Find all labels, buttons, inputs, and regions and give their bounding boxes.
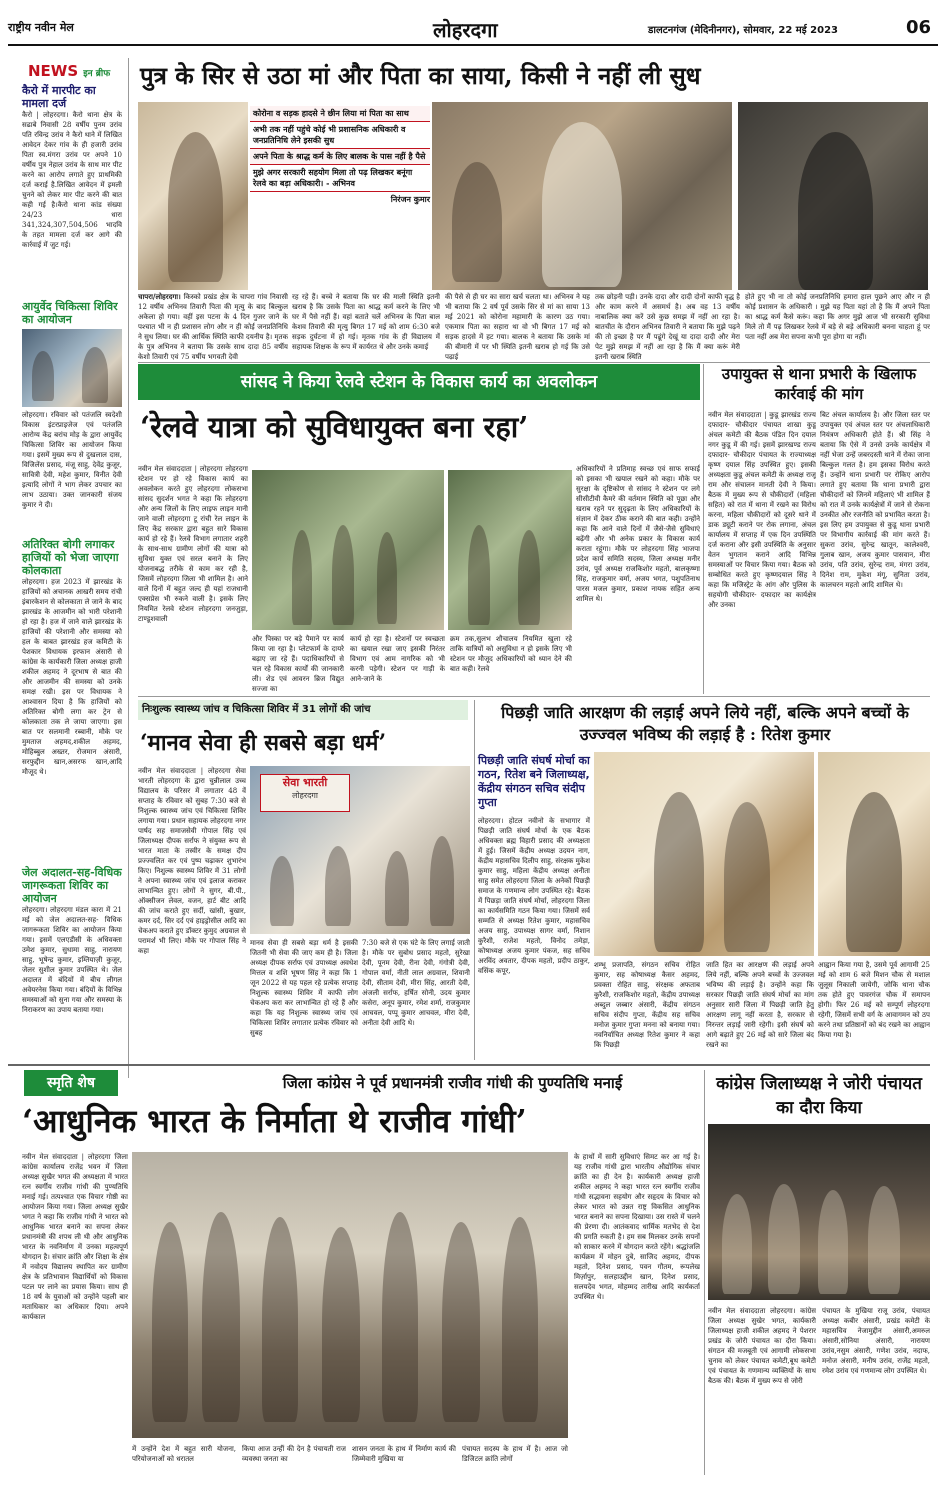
lead-quote: मुझे अगर सरकारी सहयोग मिला तो पढ़ लिखकर बनूंगा रेलवे का बड़ा अधिकारी। - अभिनव (250, 165, 430, 192)
rajiv-col4: शासन जनता के हाथ में निर्माण कार्य की जिम्मेवारी मुखिया या (352, 1445, 456, 1463)
health-banner: निःशुल्क स्वास्थ्य जांच व चिकित्सा शिविर में 31 लोगों की जांच (138, 700, 468, 720)
lead-col2: रह रहे हैं। बच्चे ने बताया कि घर की माली स्थिति इतनी खराब है कि उसके पिता का श्राद्ध कर्म करने के लिए भी घर में पैसे नहीं हैं। वहां बताते चलें अभिनव के पिता बाल केशव तिवारी की मृत्यु बिगत 17 मई को शाम 6:30 बजे सड़क दुर्घटना में हो गई। मृतक गांव के ही विद्यालय में सहायक शिक्षक के रूप में कार्यरत थे और उनके कमाई (292, 293, 440, 351)
ritesh-headline: पिछड़ी जाति आरक्षण की लड़ाई अपने लिये नहीं, बल्कि अपने बच्चों के उज्ज्वल भविष्य की लड़ाई है : रितेश कुमार (501, 703, 909, 744)
lead-quote: कोरोना व सड़क हादसे ने छीन लिया मां पिता का साथ (250, 106, 430, 122)
rajiv-col1: नवीन मेल संवाददाता | लोहरदगा जिला कांग्रेस कार्यालय राजेंद्र भवन में जिला अध्यक्ष सुखैर भगत की अध्यक्षता में भारत रत्न स्वर्गीय राजीव गांधी की पुण्यतिथि मनाई गई। तत्पश्चात एक विचार गोष्ठी का आयोजन किया गया। जिला अध्यक्ष सुखैर भगत ने कहा कि राजीव गांधी ने भारत को आधुनिक भारत बनाने का सपना लेकर प्रधानमंत्री की शपथ ली थी और आधुनिक भारत के नवनिर्माण में उनका महत्वपूर्ण योगदान है। संचार क्रांति और शिक्षा के क्षेत्र में नवोदय विद्यालय स्थापित कर ग्रामीण क्षेत्र के प्रतिभावान विद्यार्थियों को विकास पटल पर लाने का प्रयास किया। साथ ही 18 वर्ष के युवाओं को उन्होंने पहली बार मताधिकार का अधिकार दिया। अपने कार्यकाल (22, 1153, 128, 1321)
health-col2: मानव सेवा ही सबसे बड़ा धर्म है इसकी जितनी भी सेवा की जाए कम ही है। जिला अध्यक्ष दीपक सर्राफ एवं उपाध्यक्ष अवधेश मित्तल व शशि भूषण सिंह ने कहा कि 1 जून 2022 से यह पहल रहे प्रत्येक सप्ताह निशुल्क स्वास्थ्य शिविर में काफी लोग चेकअप करा कर लाभान्वित हो रहे हैं और कहा कि यह निशुल्क स्वास्थ्य जांच एवं चिकित्सा शिविर लगातार प्रत्येक रविवार को सुबह (250, 939, 358, 1037)
ritesh-photo-2 (818, 752, 930, 956)
brief-item-title: कैरो में मारपीट का मामला दर्ज (22, 84, 96, 110)
lead-col4: तक छोड़नी पड़ी। उनके दादा और दादी दोनों काफी वृद्ध है और काम करने में असमर्थ है। अब वह 13 वर्षीय नाबालिक क्या करें उसे कुछ समझ में नहीं आ रहा है। बातचीत के दौरान अभिनव तिवारी ने बताया कि मुझे पढ़ने की तो इच्छा है पर मैं पढूंगे देखूं या दादा दादी और मेरा पेट मुझे समझ में नहीं आ रहा है कि मैं क्या करूं मेरी इतनी खराब स्थिति (595, 293, 740, 360)
masthead-rule (8, 44, 938, 46)
masthead-logo: राष्ट्रीय नवीन मेल (8, 21, 74, 34)
brief-item-3 (22, 538, 122, 889)
masthead (8, 16, 938, 44)
rajiv-jori-divider (704, 1070, 705, 1475)
brief-item-title: अतिरिक्त बोगी लगाकर हाजियों को भेजा जाएगा कोलकाता (22, 538, 119, 577)
jori-headline: कांग्रेस जिलाध्यक्ष ने जोरी पंचायत का दौरा किया (716, 1074, 922, 1118)
brief-item-text: कैरो | लोहरदगा। कैरो थाना क्षेत्र के सढाबे निवासी 28 वर्षीय पुनम उरांव पति रविन्द्र उरांव ने कैरो थाने में लिखित आवेदन देकर गांव के ही हजारी उरांव पिता स्व.मंगरा उरांव पर अपने 10 वर्षीय पुत्र नेहाल उरांव के साथ मार पीट करने का आरोप लगाते हुए प्राथमिकी दर्ज कराई है.लिखित आवेदन में इमली चुनने को लेकर मार पीट करने की बात कही गई है।कैरो थाना कांड संख्या 24/23 धारा 341,324,307,504,506 भादवि के तहत मामला दर्ज कर आगे की कार्रवाई में जुट गई। (22, 111, 122, 249)
health-photo (250, 766, 470, 934)
railway-photo-1 (252, 470, 444, 630)
railway-col3: कार्य हो रहा है। स्टेशनों पर स्वच्छता का खयाल रखा जाए इसकी निरंतर विभाग एवं आम नागरिक को भी करनी पड़ेगी। स्टेशन पर गाड़ी के आने-जाने के (350, 635, 445, 683)
demand-col2: बिट अंचल कार्यालय है। और जिला स्तर पर उपायुक्त एवं अंचल स्तर पर अंचलाधिकारी नियंत्रण अधिकारी होते हैं। श्री सिंह ने बताया कि ऐसे में उनसे उनके कार्यक्षेत्र में नहीं भेजा उन्हें जबरदस्ती थाने में रोका जाना बिल्कुल गलत है। हम इसका विरोध करते हैं। उन्होंने थाना प्रभारी पर रोकिए आरोप लगाते हुए बताया कि थाना प्रभारी द्वारा चौकीदारों को जिनमें महिलाएं भी शामिल हैं को रात में उनके कार्यक्षेत्रों में जाने से रोकना उनकीत और रजनीति को प्रभावित करता है। इस लिए हम उपायुक्त से कुडू थाना प्रभारी पर विभागीय कार्रवाई की मांग करते हैं। सुकरा उरांव, सुरेन्द्र खातून, कालेश्वरी, गुलाब खान, अजय कुमार पासवान, मीरा उरांव, पति उरांव, सुरेन्द्र राम, मंगरा उरांव, दिनेश राम, मुकेश मंगू, सुनिता उरांव, कालचरन महतो आदि शामिल थे। (820, 411, 930, 589)
ritesh-intro: पिछड़ी जाति संघर्ष मोर्चा का गठन, रितेश बने जिलाध्यक्ष, केंद्रीय संगठन सचिव संदीप गुप्ता (478, 754, 590, 809)
railway-col4: क्रम तक,सुलभ शौचालय नियमित खुला रहे ताकि यात्रियों को असुविधा न हो इसके लिए भी स्टेशन पर मौजूद अधिकारियों को ध्यान देने की बात कही। रेलवे (450, 635, 572, 673)
rajiv-photo (132, 1152, 568, 1438)
lead-col1: किस्को प्रखंड क्षेत्र के चापरा गांव निवासी 12 वर्षीय अभिनव तिवारी पिता की मृत्यु के बाद बिल्कुल अकेला हो गया। वहीं इस पटना के 4 दिन गुजर जाने के पश्चात भी न ही प्रशासन लोग और न ही कोई जनप्रतिनिधि ने सुध लिया। घर की आर्थिक स्थिति काफी दयनीय है। मृतक के पुत्र अभिनव ने बताया कि उसके साथ दादा 85 वर्षीय केशो तिवारी एवं 75 वर्षीय भगवती देवी (138, 293, 288, 360)
rajiv-banner: जिला कांग्रेस ने पूर्व प्रधानमंत्री राजीव गांधी की पुण्यतिथि मनाई (282, 1074, 623, 1092)
lead-dateline: चापरा/लोहरदगा। (138, 292, 181, 301)
brief-divider (128, 58, 129, 1078)
lead-photo-boy (738, 102, 928, 290)
lead-photo-grandmother (138, 102, 248, 290)
news-brief-label (28, 61, 128, 81)
rajiv-tag: स्मृति शेष (24, 1070, 118, 1096)
lead-quote: अभी तक नहीं पहुंचे कोई भी प्रशासनिक अधिकारी व जनप्रतिनिधि लेने इसकी सुध (250, 122, 430, 149)
lead-photo-grandparents (432, 102, 732, 290)
ritesh-col2: शम्भू प्रजापति, संगठन सचिव रोहित कुमार, सह कोषाध्यक्ष कैसर अहमद, प्रवक्ता रोहित साहु, संरक्षक अफताब कुरैशी, राजकिशोर महतो, केंद्रीय उपाध्यक्ष अब्दुल जब्बार अंसारी, केंद्रीय संगठन सचिव संदीप गुप्ता, केंद्रीय सह सचिव मनोज कुमार गुप्ता मनना को बनाया गया। नवनिर्वाचित अध्यक्ष रितेश कुमार ने कहा कि पिछड़ी (594, 961, 700, 1049)
health-col1: नवीन मेल संवाददाता | लोहरदगा सेवा भारती लोहरदगा के द्वारा चुन्नीलाल उच्च विद्यालय के परिसर में लगातार 48 वें सप्ताह के रविवार को सुबह 7:30 बजे से निशुल्क स्वास्थ्य जांच एवं चिकित्सा शिविर लगाया गया। प्रधान सहायक लोहरदगा नगर पार्षद सह समाजसेवी गोपाल सिंह एवं जिलाध्यक्ष दीपक सर्राफ ने संयुक्त रूप से भारत माता के तस्वीर के समक्ष दीप प्रज्ज्वलित कर एवं पुष्प चढ़ाकर शुभारंभ किए। निशुल्क स्वास्थ्य शिविर में 31 लोगों ने अपना स्वास्थ्य जांच एवं इलाज कराकर लाभान्वित हुए। लोगों ने सुगर, बी.पी., ऑक्सीजन लेवल, वजन, हार्ट बीट आदि की जांच कराते हुए सर्दी, खांसी, बुखार, कमर दर्द, सिर दर्द एवं हाइड्रोसील आदि का चेकअप कराते हुए डॉक्टर कुमुद अग्रवाल से परामर्श भी लिए। मौके पर गोपाल सिंह ने कहा (138, 767, 246, 955)
lead-byline: निरंजन कुमार (390, 195, 430, 204)
brief-item-title: जेल अदालत-सह-विधिक जागरूकता शिविर का आयोजन (22, 866, 122, 905)
lead-rule (138, 362, 930, 363)
rajiv-col3: किया आज उन्हीं की देन है पंचायती राज व्यवस्था जनता का (242, 1445, 346, 1463)
lead-quote: अपने पिता के श्राद्ध कर्म के लिए बालक के पास नहीं है पैसे (250, 149, 430, 165)
railway-headline: ‘रेलवे यात्रा को सुविधायुक्त बना रहा’ (140, 410, 529, 444)
rajiv-col6: के हाथों में सारी सुविधाएं सिमट कर आ गई है। यह राजीव गांधी द्वारा भारतीय औद्योगिक संचार क्रांति का ही देन है। कार्यकारी अध्यक्ष हाजी शकील अहमद ने कहा भारत रत्न स्वर्गीय राजीव गांधी सद्भावना सहयोग और सहृदय के विचार को लेकर भारत को उन्नत राष्ट्र विकसित आधुनिक भारत बनाने का सपना दिखाया। उस रास्ते में चलने की प्रेरणा दी। आतंकवाद धार्मिक मतभेद से देश की प्रगति रुकती है। हम सब मिलकर उनके सपनों को साकार करने में योगदान करते रहेंगे। श्रद्धांजलि कार्यक्रम में मोहन दुबे, साजिद अहमद, दीपक महतो, दिनेश प्रसाद, पवन गौतम, रूपलेख मिर्ज़ापुर, सलहाउद्दीन खान, दिनेश प्रसाद, सलयदेव भगत, मोहम्मद तारीख आदि कार्यकर्ता उपस्थित थे। (574, 1153, 700, 1301)
masthead-edition: डालटनगंज (मेदिनीनगर), सोमवार, 22 मई 2023 (648, 25, 839, 36)
brief-item-text: लोहरदगा। लोहरदगा मंडल कारा में 21 मई को जेल अदालत-सह- विधिक जागरूकता शिविर का आयोजन किया गया। इसमें एलएडीसी के अधिवक्ता उमेश कुमार, सुधामा साहु, नारायण साहु, भूषेन्द्र कुमार, इम्तियाज़ी कुजूर, जेलर सुशील कुमार उपस्थित थे। जेल अदालत में बंदियों में बीच लीगल अवेयरनेस किया गया। बंदियों के विभिन्न समस्याओं को सुना गया और समस्या के निराकरण का उपाय बताया गया। (22, 906, 122, 1014)
jori-col1: नवीन मेल संवाददाता लोहरदगा। कांग्रेस जिला अध्यक्ष सुखेर भगत, कार्यकारी जिलाध्यक्ष हाजी शकील अहमद ने पेशरार प्रखंड के जोरी पंचायत का दौरा किया। संगठन की मजबूती एवं आगामी लोकसभा चुनाव को लेकर पंचायत कमेटी,बूथ कमेटी एवं पंचायत के गणमान्य व्यक्तियों के साथ बैठक की। बैठक में मुख्य रूप से जोरी (708, 1307, 816, 1385)
lead-col3: की पैसे से ही घर का सारा खर्च चलता था। अभिनव ने यह भी बताया कि 2 वर्ष पूर्व उसके सिर से मां का साया 13 मई 2021 को कोरोना महामारी के कारण उठ गया। एकमात्र पिता का सहारा था वो भी बिगत 17 मई को सड़क हादसे में हट गया। बालक ने बताया कि उसके मां की बीमारी में पर भी स्थिति इतनी खराब हो गई कि उसे पढ़ाई (445, 293, 590, 360)
jori-photo (708, 1124, 930, 1300)
ritesh-col1: लोहरदगा। होटल नवीनो के सभागार में पिछड़ी जाति संघर्ष मोर्चा के एक बैठक अधिवक्ता ब्रह्म विहारी प्रसाद की अध्यक्षता में हुई। जिसमें केंद्रीय अध्यक्ष उदयन नाग, केंद्रीय महासचिव दिलीप साहु, संरक्षक मुकेश कुमार साहु, महिला केंद्रीय अध्यक्ष अनीता साहु समेत लोहरदगा जिला के अनेकों पिछड़ी समाज के गणमान्य लोग उपस्थित रहे। बैठक में पिछड़ा जाति संघर्ष मोर्चा, लोहरदगा जिला का कार्यसमिति गठन किया गया। जिसमें सर्व सम्मति से अध्यक्ष रितेश कुमार, महासचिव अजय साहु, उपाध्यक्ष सागर वर्मा, निशान कुरैशी, राजेश महतो, विनोद तमेड़ा, कोषाध्यक्ष अजय कुमार पंकज, सह सचिव अरविंद अवतार, दीपक महतो, प्रदीप ठाकुर, वसिंक कपूर, (478, 817, 590, 975)
health-photo-banner-line2: लोहरदगा (292, 791, 318, 800)
health-photo-banner-line1: सेवा भारती (282, 776, 328, 789)
lead-headline: पुत्र के सिर से उठा मां और पिता का साया, किसी ने नहीं ली सुध (140, 61, 701, 90)
page-number: 06 (906, 17, 932, 38)
brief-item-2 (22, 300, 122, 550)
lead-dateline-col (138, 292, 288, 360)
masthead-city: लोहरदगा (433, 18, 498, 42)
brief-label: इन ब्रीफ (83, 69, 111, 79)
railway-banner: सांसद ने किया रेलवे स्टेशन के विकास कार्य का अवलोकन (138, 364, 700, 400)
ritesh-photo-1 (594, 752, 814, 956)
railway-photo-2 (448, 470, 572, 630)
mid-rule (138, 696, 930, 697)
railway-col5: अधिकारियों ने प्रतिमाह स्वच्छ एवं साफ सफाई को इसका भी खयाल रखने को कहा। मौके पर सुरक्षा के दृष्टिकोण से सांसद ने स्टेशन पर लगे सीसीटीवी कैमरे की वर्तमान स्थिति को पूछा और खराब रहने पर सुदृढ़ता के लिए अधिकारियों के संज्ञान में देकर ठीक कराने की बात कही। उन्होंने कहा कि आने वाले दिनों में जैसे-जैसे सुविधाएं बढ़ेंगी और भी अनेक प्रकार के विकास कार्य कराता रहूंगा। मौके पर लोहरदगा सिंह भाजपा प्रदेश कार्य समिति सदस्य, जिला अध्यक्ष मनीर उरांव, पूर्व अध्यक्ष राजकिशोर महतो, बालकृष्णा सिंह, राजकुमार वर्मा, अजय भगत, पशुपतिनाथ पारस मजल कुमार, प्रकाश नायक सहित अन्य शामिल थे। (576, 465, 700, 603)
brief-item-1 (22, 84, 122, 315)
news-label: NEWS (28, 62, 79, 80)
brief-item-text: लोहरदगा। हज 2023 में झारखंड के हाजियों को अचानक आखरी समय रांची इंबारकेशन से कोलकाता ले जाने के बाद झारखंड के आजमीन को भारी परेशानी हो रहा है। हज में जाने वाले झारखंड के हाजियों की परेशानी और समस्या को हल के बाबत झारखंड हज कमिटी के पेशकार विधायक इरफान अंसारी से कांग्रेस के कार्यकारी जिला अध्यक्ष हाजी शकील अहमद ने दूरभाष से बात की और आजमीन की समस्या को उनके समक्ष रखी। इस पर विधायक ने आश्वासन दिया है कि हाजियों को अतिरिक्त बोगी लगा कर ट्रेन से कोलकाता तक ले जाया जाएगा। इस बात पर सलमानी रब्बानी, मौके पर मुमताज अहमद,शकील अहमद, मोहिब्बुल अख्तर, रोजमान अंसारी, सरफुद्दीन खान,असरफ खान,आदि मौजूद थे। (22, 578, 122, 776)
brief-item-4 (22, 866, 122, 1055)
camp-photo (22, 329, 122, 407)
demand-headline: उपायुक्त से थाना प्रभारी के खिलाफ कार्रवाई की मांग (721, 365, 917, 403)
lead-col5: होते हुए भी ना तो कोई जनप्रतिनिधि हमारा हाल पूछने आए और न ही कोई प्रशासन के अधिकारी । मुझे यह पिता यहां तो है कि मैं अपने पिता का श्राद्ध कर्म कैसे करूं। कहा कि अगर मुझे आज भी सरकारी सुविधा मिले तो मैं पढ़ लिखकर रेलवे में बड़े से बड़े अधिकारी बनना चाहता हूं पर पता नहीं अब मेरा सपना कभी पूरा होगा या नहीं। (745, 293, 930, 341)
health-col3: 7:30 बजे से एक घंटे के लिए लगाई जाती है। मौके पर सुबोध प्रसाद महतो, सुरेखा देवी, पूनम देवी, रीना देवी, गंगोत्री देवी, गोपाल वर्मा, नीती लाल अग्रवाल, शिवानी देवी, सीताम देवी, मीरा सिंह, आरती देवी, अंजली सर्राफ, हर्षित सोनी, उदय कुमार कसेरा, अनूप कुमार, रमेश शर्मा, राजकुमार आचवल, पप्पू कुमार आचवल, मीरा देवी, अनीता देवी आदि थे। (362, 939, 470, 1027)
brief-item-text: लोहरदगा। रविवार को पतंजलि स्वदेशी विकास इंटरप्राइजेज एवं पतंजलि आरोग्य केंद्र बरांच मोड़ के द्वारा आयुर्वेद चिकित्सा शिविर का आयोजन किया गया। इसमें मुख्य रूप से दुखलाल दास, विजिलेंस प्रसाद, मंजू साहु, देवेंद्र कुजूर, सावित्री देवी, महेश कुमार, विनीत देवी इत्यादि लोगों ने भाग लेकर उपचार का लाभ उठाया। उक्त जानकारी संजय कुमार ने दी। (22, 411, 122, 509)
railway-col2: और पिस्का पर बड़े पैमाने पर कार्य किया जा रहा है। प्लेटफार्म के दायरे बढ़ाए जा रहे हैं। पदाधिकारियों से चल रहे विकास कार्यों की जानकारी ली। शेड एवं आवरन ब्रिज विद्युत सज्जा का (252, 635, 344, 692)
demand-col1: नवीन मेल संवाददाता | कुडू झारखंड राज्य दफादार- चौकीदार पंचायत शाखा कुडू अंचल कमेटी की बैठक पंडित दिन दयाल नगर कुडू में की गई। इसमें झारखण्ड राज्य दफादार- चौकीदार पंचायत के राज्याध्यक्ष कृष्ण दयाल सिंह उपस्थित हुए। इसकी अध्यक्षता कुडू अंचल कमेटी के अध्यक्ष राजू राम और संचालन मानती देवी ने किया। बैठक में मुख्य रूप से चौकीदारों (महिला सहित) को रात में थाना में रखने का विरोध करना, महिला चौकीदारों को दूसरे थाने में डाक ड्यूटी कराने पर रोक लगाना, अंचल कार्यालय में सप्ताह में एक दिन उपस्थिति दर्ज कराना और इसी उपस्थिति के अनुसार वेतन भुगतान कराने आदि विभिन्न समस्याओं पर विचार किया गया। बैठक को सम्बोधित करते हुए कृष्णदयाल सिंह ने कहा कि मजिस्ट्रेट के आंग और पुलिस के सहयोगी चौकीदार- दफादार का कार्यक्षेत्र और उनका (708, 411, 816, 609)
rajiv-col5: पंचायत सदस्य के हाथ में है। आज जो डिजिटल क्रांति लोगों (462, 1445, 568, 1463)
brief-item-title: आयुर्वेद चिकित्सा शिविर का आयोजन (22, 300, 118, 326)
jori-col2: पंचायत के मुखिया राजू उरांव, पंचायत अध्यक्ष कबीर अंसारी, प्रखंड कमेटी के महासचिव नेजामुद्दीन अंसारी,अमरुल अंसारी,सोनिया अंसारी, नारायण उरांव,नसुम अंसारी, गणेश उरांव, नदाफ, मनोज अंसारी, मनीष उरांव, राजेंद्र महतो, रमेश उरांव एवं गणमान्य लोग उपस्थित थे। (822, 1307, 930, 1375)
ritesh-col4: आह्वान किया गया है, उसमे पूर्व आगामी 25 मई को शाम 6 बजे मिशन चौक से मशाल जुलूस निकाली जायेगी, जोकि थाना चौक तक होते हुए पावरगंज चौक में समापन होगी। फिर 26 मई को सम्पूर्ण लोहरदगा रहेगी, जिसमें सभी वर्ग के आवागमन को ठप करने तथा प्रतिष्ठानों को बंद रखने का आह्वान किया गया है। (818, 961, 930, 1039)
rajiv-col2: में उन्होंने देश में बहुत सारी योजना, परियोजनाओं को धरातल (132, 1445, 236, 1463)
railway-demand-divider (703, 364, 704, 694)
railway-col1: नवीन मेल संवाददाता | लोहरदगा लोहरदगा स्टेशन पर हो रहे विकास कार्य का अवलोकन करते हुए लोहरदगा लोकसभा सांसद सुदर्शन भगत ने कहा कि लोहरदगा और अन्य जिलों के लिए लाइफ लाइन मानी जाने वाली लोहरदगा टू रांची रेल लाइन के लिए केंद्र सरकार द्वारा बहुत सारे विकास कार्य हो रहे हैं। रेलवे विभाग लगातार शहरी के साथ-साथ ग्रामीण लोगों की यात्रा को सुविधा युक्त एवं सरल बनाने के लिए योजनाबद्ध तरीके से काम कर रही है, जिसमें लोहरदगा जिला भी शामिल है। आने वाले दिनों में बहुत जल्द ही यहां राजधानी एक्सप्रेस भी रुकने वाली है। इसके लिए नियमित रेलवे स्टेशन लोहरदगा जनजुड़ा, टाण्डूशवाली (138, 465, 248, 623)
lead-quote-box (250, 106, 430, 205)
rajiv-headline: ‘आधुनिक भारत के निर्माता थे राजीव गांधी’ (22, 1102, 527, 1140)
ritesh-col3: जाति हित का आरक्षण की लड़ाई अपने लिये नहीं, बल्कि अपने बच्चों के उज्जवल भविष्य की लड़ाई है। उन्होंने कहा कि सरकार पिछड़ी जाति संघर्ष मोर्चा का मांग अनुसार सारी जिला में पिछड़ी जाति हेतु आरक्षण लागू नहीं करता है, सरकार से निरन्तर लड़ाई जारी रहेगी। इसी संघर्ष को आगे बढ़ाते हुए 26 मई को सारे जिला बंद रखने का (706, 961, 814, 1049)
health-headline: ‘मानव सेवा ही सबसे बड़ा धर्म’ (140, 730, 387, 756)
bottom-rule (8, 1064, 930, 1066)
health-ritesh-divider (474, 700, 475, 1060)
health-photo-banner (260, 774, 350, 812)
